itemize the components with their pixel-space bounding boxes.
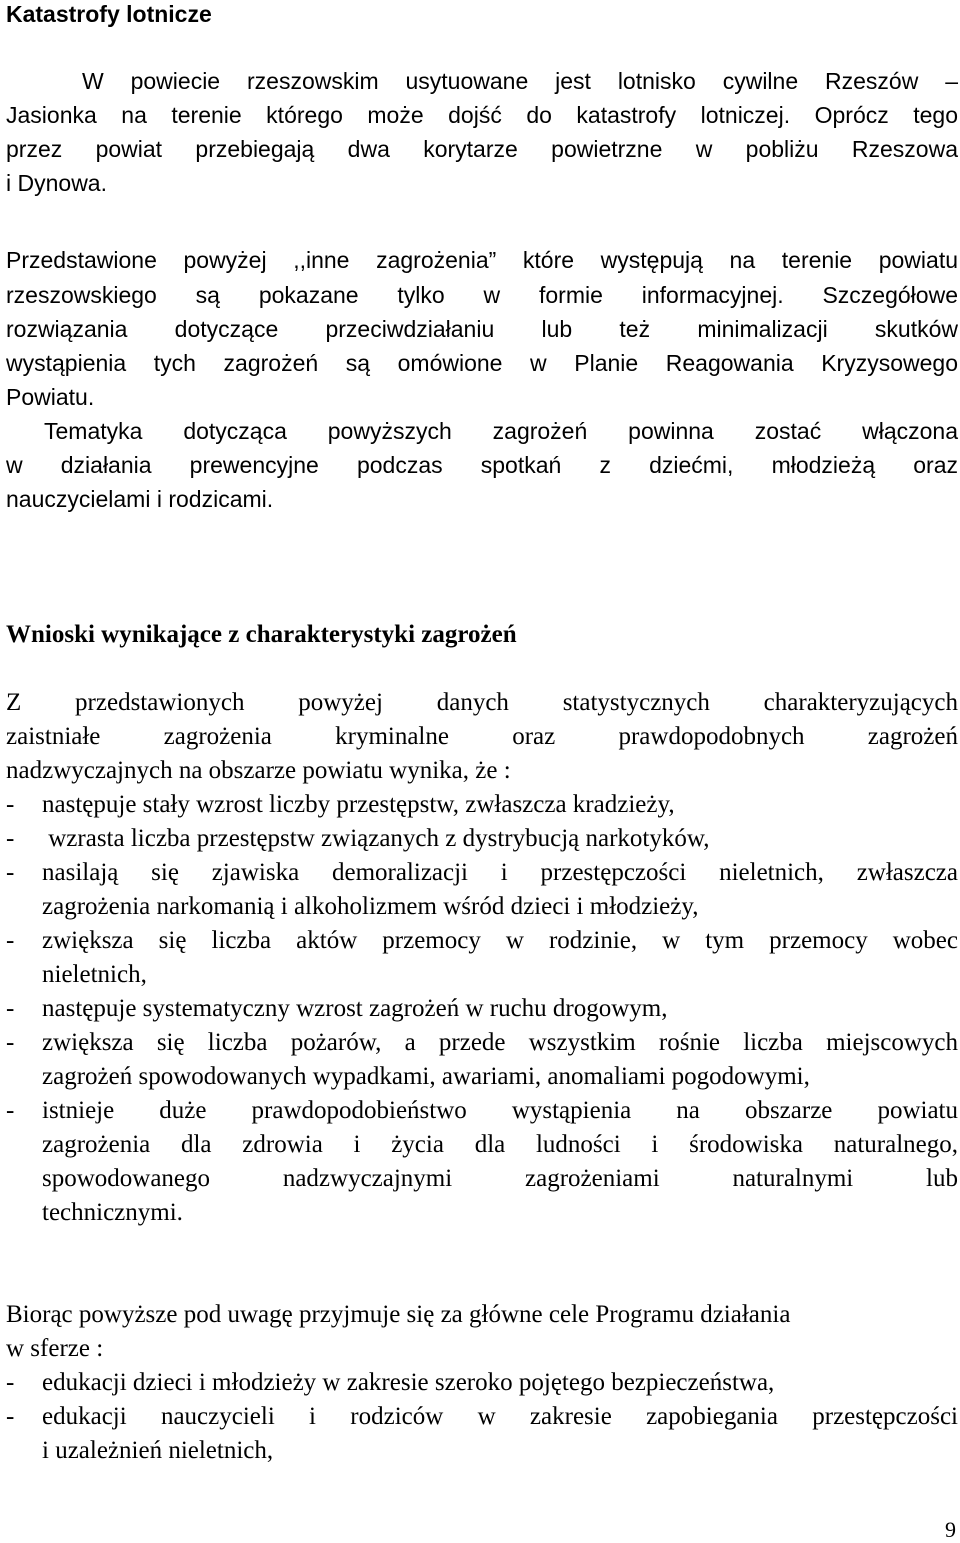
paragraph-line: Przedstawione powyżej ,,inne zagrożenia” które występują na terenie powiatu [6, 247, 958, 273]
list-item: istnieje duże prawdopodobieństwo wystąpienia na obszarze powiatu [42, 1097, 958, 1124]
paragraph-line: nadzwyczajnych na obszarze powiatu wynika, że : [6, 757, 511, 784]
paragraph-line: i Dynowa. [6, 170, 107, 196]
list-item: następuje systematyczny wzrost zagrożeń w ruchu drogowym, [42, 995, 668, 1022]
page-number: 9 [945, 1517, 956, 1542]
paragraph-line: rozwiązania dotyczące przeciwdziałaniu lub też minimalizacji skutków [6, 316, 958, 342]
list-dash: - [6, 1369, 15, 1396]
list-dash: - [6, 791, 15, 818]
list-item-continuation: spowodowanego nadzwyczajnymi zagrożeniami naturalnymi lub [42, 1165, 958, 1192]
list-item: edukacji dzieci i młodzieży w zakresie szeroko pojętego bezpieczeństwa, [42, 1369, 775, 1396]
list-item-continuation: zagrożeń spowodowanych wypadkami, awariami, anomaliami pogodowymi, [42, 1063, 810, 1090]
list-item-continuation: zagrożenia dla zdrowia i życia dla ludności i środowiska naturalnego, [42, 1131, 958, 1158]
list-item: następuje stały wzrost liczby przestępstw, zwłaszcza kradzieży, [42, 791, 675, 818]
list-dash: - [6, 859, 15, 886]
paragraph-line: Powiatu. [6, 384, 95, 410]
list-item: zwiększa się liczba pożarów, a przede wszystkim rośnie liczba miejscowych [42, 1029, 958, 1056]
paragraph-line: przez powiat przebiegają dwa korytarze powietrzne w pobliżu Rzeszowa [6, 136, 958, 162]
list-item: wzrasta liczba przestępstw związanych z dystrybucją narkotyków, [42, 825, 710, 852]
list-item: nasilają się zjawiska demoralizacji i przestępczości nieletnich, zwłaszcza [42, 859, 958, 886]
list-item-continuation: zagrożenia narkomanią i alkoholizmem wśród dzieci i młodzieży, [42, 893, 699, 920]
list-item-continuation: i uzależnień nieletnich, [42, 1437, 274, 1464]
list-item-continuation: nieletnich, [42, 961, 147, 988]
list-dash: - [6, 1403, 15, 1430]
list-dash: - [6, 995, 15, 1022]
paragraph-line: W powiecie rzeszowskim usytuowane jest lotnisko cywilne Rzeszów – [82, 68, 958, 94]
paragraph-line: zaistniałe zagrożenia kryminalne oraz prawdopodobnych zagrożeń [6, 723, 958, 750]
paragraph-line: w działania prewencyjne podczas spotkań z dziećmi, młodzieżą oraz [6, 452, 958, 478]
paragraph-line: Z przedstawionych powyżej danych statystycznych charakteryzujących [6, 689, 958, 716]
list-dash: - [6, 1029, 15, 1056]
list-item: zwiększa się liczba aktów przemocy w rodzinie, w tym przemocy wobec [42, 927, 958, 954]
list-dash: - [6, 927, 15, 954]
list-dash: - [6, 825, 15, 852]
paragraph-line: nauczycielami i rodzicami. [6, 486, 274, 512]
paragraph-line: rzeszowskiego są pokazane tylko w formie informacyjnej. Szczegółowe [6, 282, 958, 308]
paragraph-line: Tematyka dotycząca powyższych zagrożeń powinna zostać włączona [44, 418, 958, 444]
list-dash: - [6, 1097, 15, 1124]
paragraph-line: wystąpienia tych zagrożeń są omówione w Planie Reagowania Kryzysowego [6, 350, 958, 376]
paragraph-line: Biorąc powyższe pod uwagę przyjmuje się za główne cele Programu działania [6, 1301, 791, 1328]
paragraph-line: w sferze : [6, 1335, 104, 1362]
section-heading-wnioski: Wnioski wynikające z charakterystyki zagrożeń [6, 621, 517, 648]
list-item: edukacji nauczycieli i rodziców w zakresie zapobiegania przestępczości [42, 1403, 958, 1430]
section-heading-katastrofy: Katastrofy lotnicze [6, 1, 212, 27]
paragraph-line: Jasionka na terenie którego może dojść do katastrofy lotniczej. Oprócz tego [6, 102, 958, 128]
list-item-continuation: technicznymi. [42, 1199, 183, 1226]
